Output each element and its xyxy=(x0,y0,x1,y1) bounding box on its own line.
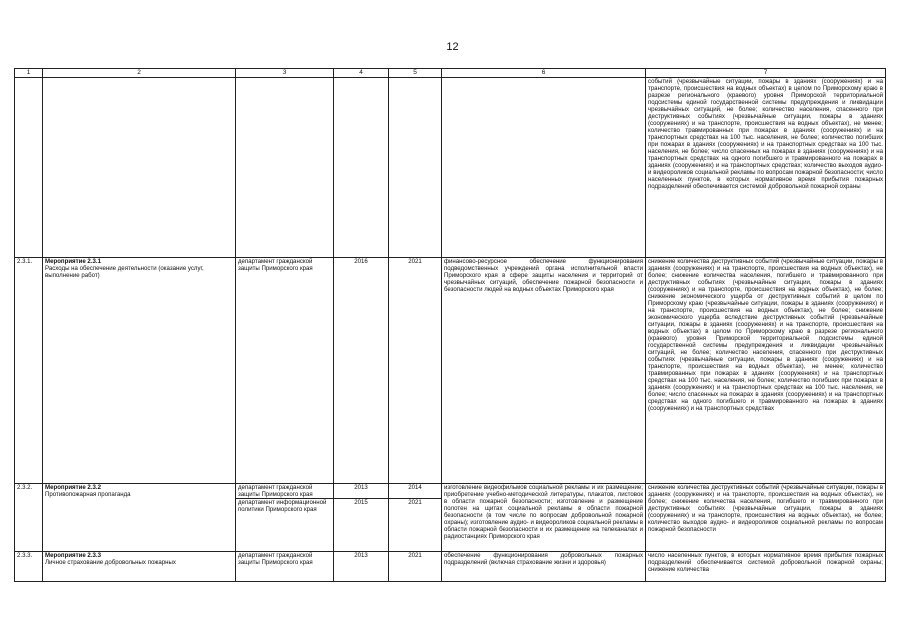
executor-cell xyxy=(236,483,334,551)
end-year-cell xyxy=(389,483,442,551)
result-cell: финансово-ресурсное обеспечение функционирования подведомственных учреждений органа исполнительной власти Приморского края в сфере защиты населения и территорий от чрезвычайных ситуаций, обеспечение пожарной безопасности и безопасности людей на водных объектах Приморского края xyxy=(442,257,646,483)
measure-cell xyxy=(43,551,236,581)
page-number: 12 xyxy=(446,41,459,53)
indicators-cell: снижение количества деструктивных событий (чрезвычайные ситуации, пожары в зданиях (сооружениях) и на транспорте, происшествия на водных объектах), не более; снижение количества населения, погибшего и травмированного при деструктивных событиях (чрезвычайные ситуации, пожары в зданиях (сооружениях) и на транспорте, происшествия на водных объектах), не более; снижение экономического ущерба от деструктивных событий в целом по Приморскому краю (чрезвычайные ситуации, пожары в зданиях (сооружениях) и на транспорте, происшествия на водных объектах), не более; снижение экономического ущерба вследствие деструктивных событий (чрезвычайные ситуации, пожары в зданиях (сооружениях) и на транспорте, происшествия на водных объектах) в целом по Приморскому краю в разрезе регионального (краевого) уровня Приморской территориальной подсистемы единой государственной системы предупреждения и ликвидации чрезвычайных ситуаций, не более; количество населения, спасенного при деструктивных событиях (чрезвычайные ситуации, пожары в зданиях (сооружениях) и на транспорте, происшествия на водных объектах), не менее; количество травмированных при пожарах в зданиях (сооружениях) и на транспортных средствах на 100 тыс. населения, не более; количество погибших при пожарах в зданиях (сооружениях) и на транспортных средствах на 100 тыс. населения, не более; число спасенных на пожарах в зданиях (сооружениях) и на транспортных средствах на одного погибшего и травмированного на пожарах в зданиях (сооружениях) и на транспортных средствах xyxy=(646,257,886,483)
end-year: 2021 xyxy=(389,257,442,483)
program-table xyxy=(14,68,886,582)
table-row xyxy=(15,551,886,581)
start-year-2: 2015 xyxy=(334,498,388,506)
table-row xyxy=(15,77,886,257)
executor-cell: департамент гражданской защиты Приморского края xyxy=(236,551,334,581)
measure-number: 2.3.1. xyxy=(15,257,43,483)
measure-number: 2.3.2. xyxy=(15,483,43,551)
start-year: 2016 xyxy=(334,257,389,483)
end-year-2: 2021 xyxy=(389,498,441,506)
start-year: 2013 xyxy=(334,551,389,581)
measure-cell xyxy=(43,483,236,551)
end-year-1: 2014 xyxy=(408,483,422,491)
result-cell: обеспечение функционирования добровольных пожарных подразделений (включая страхование жизни и здоровья) xyxy=(442,551,646,581)
measure-title: Мероприятие 2.3.2 xyxy=(45,483,101,491)
indicators-cell: событий (чрезвычайные ситуации, пожары в зданиях (сооружениях) и на транспорте, происшествия на водных объектах) в целом по Приморскому краю в разрезе регионального (краевого) уровня Приморской территориальной подсистемы единой государственной системы предупреждения и ликвидации чрезвычайных ситуаций, не более; количество населения, спасенного при деструктивных событиях (чрезвычайные ситуации, пожары в зданиях (сооружениях) и на транспорте, происшествия на водных объектах), не менее; количество травмированных при пожарах в зданиях (сооружениях) и на транспортных средствах на 100 тыс. населения, не более; количество погибших при пожарах в зданиях (сооружениях) и на транспортных средствах на 100 тыс. населения, не более; число спасенных на пожарах в зданиях (сооружениях) и на транспортных средствах на одного погибшего и травмированного на пожарах в зданиях (сооружениях) и на транспортных средствах; количество выходов аудио- и видеороликов социальной рекламы по вопросам пожарной безопасности; число населенных пунктов, в которых нормативное время прибытия пожарных подразделений обеспечивается системой добровольной пожарной охраны xyxy=(646,77,886,257)
end-year: 2021 xyxy=(389,551,442,581)
column-number: 4 xyxy=(334,69,389,78)
indicators-cell: число населенных пунктов, в которых нормативное время прибытия пожарных подразделений обеспечивается системой добровольной пожарной охраны; снижение количества xyxy=(646,551,886,581)
column-number: 1 xyxy=(15,69,43,78)
table-row xyxy=(15,257,886,483)
result-cell: изготовление видеофильмов социальной рекламы и их размещение; приобретение учебно-методической литературы, плакатов, листовок в области пожарной безопасности; изготовление и размещение полотен на щитах социальной рекламы в области пожарной безопасности (в том числе по вопросам добровольной пожарной охраны); изготовление аудио- и видеороликов социальной рекламы в области пожарной безопасности и их размещение на телеканалах и радиостанциях Приморского края xyxy=(442,483,646,551)
column-number: 7 xyxy=(646,69,886,78)
measure-description: Противопожарная пропаганда xyxy=(45,490,131,498)
executor-2: департамент информационной политики Приморского края xyxy=(236,498,333,513)
measure-title: Мероприятие 2.3.3 xyxy=(45,551,101,559)
column-number: 3 xyxy=(236,69,334,78)
measure-description: Личное страхование добровольных пожарных xyxy=(45,558,176,566)
start-year-1: 2013 xyxy=(354,483,368,491)
table-row xyxy=(15,483,886,551)
measure-description: Расходы на обеспечение деятельности (оказание услуг, выполнение работ) xyxy=(45,264,204,279)
executor-1: департамент гражданской защиты Приморского края xyxy=(238,483,313,498)
column-number: 6 xyxy=(442,69,646,78)
measure-title: Мероприятие 2.3.1 xyxy=(45,257,101,265)
indicators-cell: снижение количества деструктивных событий (чрезвычайные ситуации, пожары в зданиях (сооружениях) и на транспорте, происшествия на водных объектах), не более; снижение количества населения, погибшего и травмированного при деструктивных событиях (чрезвычайные ситуации, пожары в зданиях (сооружениях) и на транспорте, происшествия на водных объектах), не более; количество выходов аудио- и видеороликов социальной рекламы по вопросам пожарной безопасности xyxy=(646,483,886,551)
start-year-cell xyxy=(334,483,389,551)
column-number-row xyxy=(15,69,886,78)
measure-cell xyxy=(43,257,236,483)
column-number: 2 xyxy=(43,69,236,78)
executor-cell: департамент гражданской защиты Приморского края xyxy=(236,257,334,483)
measure-number: 2.3.3. xyxy=(15,551,43,581)
column-number: 5 xyxy=(389,69,442,78)
